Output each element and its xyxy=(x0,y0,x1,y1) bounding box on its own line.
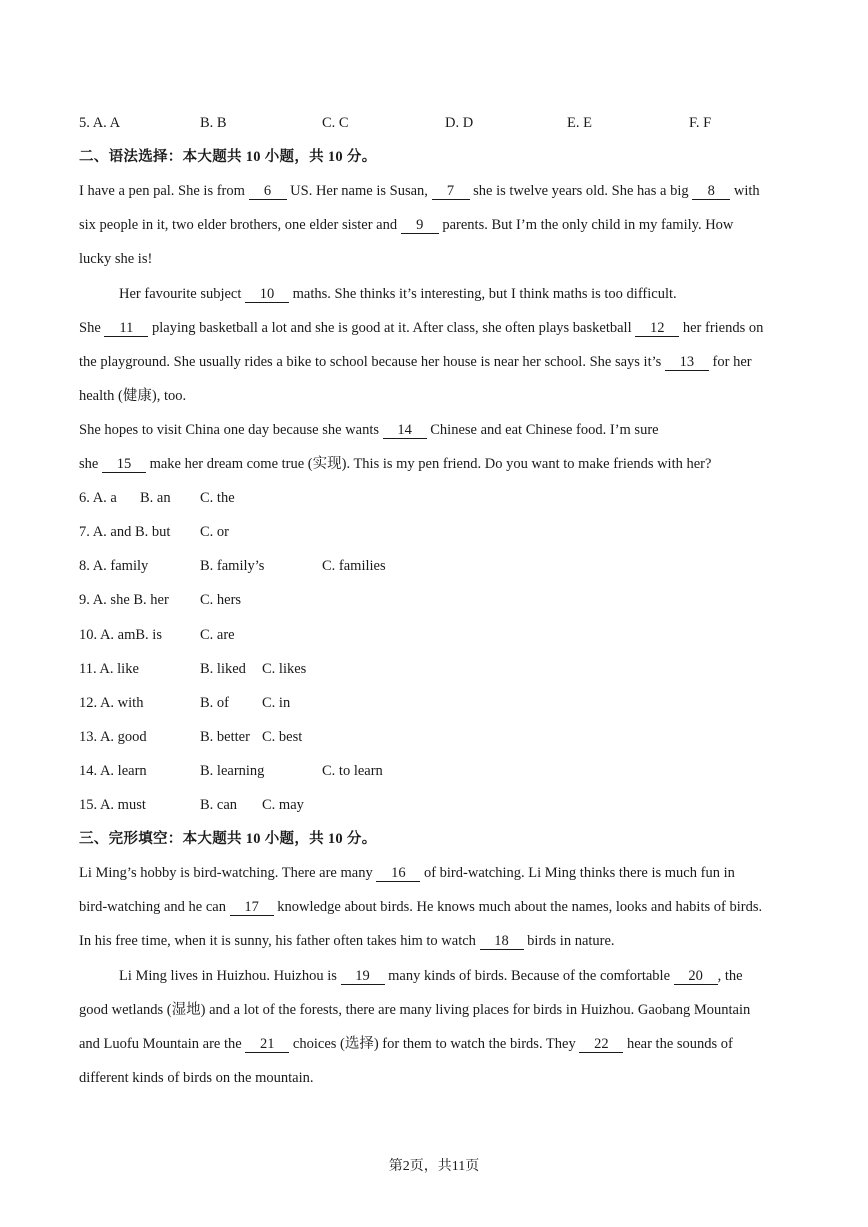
passage-line: bird-watching and he can 17 knowledge about birds. He knows much about the names, looks and habits of birds. xyxy=(79,899,763,915)
answer-blank: 9 xyxy=(401,217,439,234)
passage-line: different kinds of birds on the mountain. xyxy=(79,1070,314,1086)
option: 10. A. amB. is xyxy=(79,627,162,643)
passage-line: She 11 playing basketball a lot and she is good at it. After class, she often plays basketball 12 her friends on xyxy=(79,320,764,336)
passage-line: I have a pen pal. She is from 6 US. Her name is Susan, 7 she is twelve years old. She has a big 8 with xyxy=(79,183,760,199)
option: 6. A. a xyxy=(79,490,117,506)
option: 9. A. she B. her xyxy=(79,592,169,608)
passage-line: Her favourite subject 10 maths. She thinks it’s interesting, but I think maths is too difficult. xyxy=(119,286,677,302)
answer-blank: 18 xyxy=(480,933,524,950)
option: 15. A. must xyxy=(79,797,146,813)
passage-line: Li Ming’s hobby is bird-watching. There are many 16 of bird-watching. Li Ming thinks there is much fun in xyxy=(79,865,735,881)
option: 11. A. like xyxy=(79,661,139,677)
option: C. likes xyxy=(262,661,307,677)
answer-blank: 7 xyxy=(432,183,470,200)
answer-blank: 21 xyxy=(245,1036,289,1053)
option: B. liked xyxy=(200,661,246,677)
option: B. B xyxy=(200,115,227,131)
passage-line: She hopes to visit China one day because she wants 14 Chinese and eat Chinese food. I’m sure xyxy=(79,422,659,438)
passage-line: health (健康), too. xyxy=(79,388,187,404)
answer-blank: 13 xyxy=(665,354,709,371)
answer-blank: 16 xyxy=(376,865,420,882)
option: 14. A. learn xyxy=(79,763,147,779)
passage-line: In his free time, when it is sunny, his father often takes him to watch 18 birds in nature. xyxy=(79,933,615,949)
option: C. hers xyxy=(200,592,242,608)
option: C. or xyxy=(200,524,229,540)
section-2-heading: 二、语法选择：本大题共 10 小题，共 10 分。 xyxy=(79,149,377,165)
answer-blank: 12 xyxy=(635,320,679,337)
passage-line: Li Ming lives in Huizhou. Huizhou is 19 many kinds of birds. Because of the comfortable 20 , the xyxy=(119,968,743,984)
option: C. the xyxy=(200,490,235,506)
option: C. best xyxy=(262,729,303,745)
option: B. learning xyxy=(200,763,265,779)
option: E. E xyxy=(567,115,592,131)
option: F. F xyxy=(689,115,712,131)
answer-blank: 10 xyxy=(245,286,289,303)
answer-blank: 14 xyxy=(383,422,427,439)
answer-blank: 11 xyxy=(104,320,148,337)
answer-blank: 17 xyxy=(230,899,274,916)
passage-line: lucky she is! xyxy=(79,251,153,267)
option: C. in xyxy=(262,695,291,711)
answer-blank: 15 xyxy=(102,456,146,473)
option: B. can xyxy=(200,797,238,813)
option: 5. A. A xyxy=(79,115,121,131)
option: 7. A. and B. but xyxy=(79,524,171,540)
answer-blank: 6 xyxy=(249,183,287,200)
option: B. of xyxy=(200,695,229,711)
option: 13. A. good xyxy=(79,729,147,745)
option: C. families xyxy=(322,558,386,574)
passage-line: she 15 make her dream come true (实现). This is my pen friend. Do you want to make friends with her? xyxy=(79,456,712,472)
page-footer: 第2页，共11页 xyxy=(388,1159,480,1174)
section-3-heading: 三、完形填空：本大题共 10 小题，共 10 分。 xyxy=(79,831,377,847)
option: C. C xyxy=(322,115,349,131)
passage-line: the playground. She usually rides a bike to school because her house is near her school. She says it’s 13 for her xyxy=(79,354,752,370)
option: D. D xyxy=(445,115,474,131)
option: 12. A. with xyxy=(79,695,144,711)
answer-blank: 22 xyxy=(579,1036,623,1053)
passage-line: good wetlands (湿地) and a lot of the forests, there are many living places for birds in Huizhou. Gaobang Mountain xyxy=(79,1002,751,1018)
answer-blank: 19 xyxy=(341,968,385,985)
option: B. family’s xyxy=(200,558,265,574)
answer-blank: 8 xyxy=(692,183,730,200)
answer-blank: 20 xyxy=(674,968,718,985)
option: C. are xyxy=(200,627,235,643)
passage-line: and Luofu Mountain are the 21 choices (选择) for them to watch the birds. They 22 hear the sounds of xyxy=(79,1036,733,1052)
option: B. better xyxy=(200,729,250,745)
option: C. to learn xyxy=(322,763,383,779)
option: B. an xyxy=(140,490,171,506)
option: 8. A. family xyxy=(79,558,149,574)
option: C. may xyxy=(262,797,304,813)
passage-line: six people in it, two elder brothers, one elder sister and 9 parents. But I’m the only child in my family. How xyxy=(79,217,734,233)
